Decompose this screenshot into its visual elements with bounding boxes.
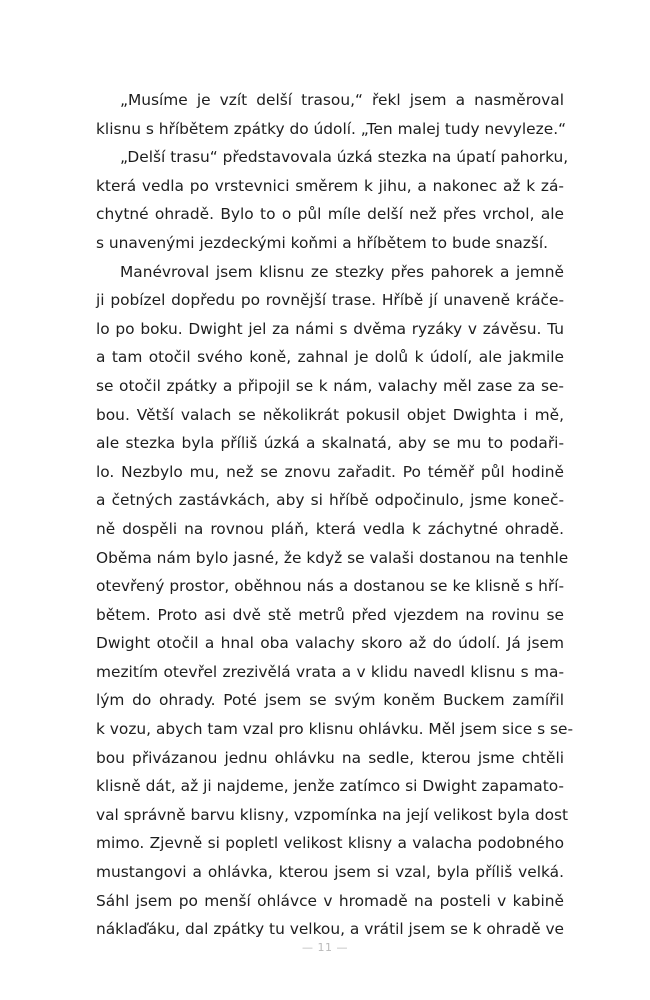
body-text [96,86,574,944]
text-line: bou. Větší valach se několikrát pokusil objet Dwighta i mě, [96,405,564,424]
text-line: klisně dát, až ji najdeme, jenže zatímco si Dwight zapamato- [96,777,564,796]
text-line: bětem. Proto asi dvě stě metrů před vjezdem na rovinu se [96,605,564,624]
text-line: ně dospěli na rovnou pláň, která vedla k záchytné ohradě. [96,519,564,538]
text-line: se otočil zpátky a připojil se k nám, valachy měl zase za se- [96,376,564,395]
paragraph-1 [96,86,567,143]
text-line: „Musíme je vzít delší trasou,“ řekl jsem a nasměroval [120,91,564,109]
text-line: s unavenými jezdeckými koňmi a hříbětem to bude snazší. [96,233,549,252]
text-line: lým do ohrady. Poté jsem se svým koněm Buckem zamířil [96,691,564,710]
paragraph-2 [96,143,569,257]
text-line: a tam otočil svého koně, zahnal je dolů k údolí, ale jakmile [96,348,564,367]
text-line: lo. Nezbylo mu, než se znovu zařadit. Po téměř půl hodině [96,462,564,481]
page-number: — 11 — [302,941,348,954]
text-line: mimo. Zjevně si popletl velikost klisny a valacha podobného [96,834,564,853]
text-line: Dwight otočil a hnal oba valachy skoro až do údolí. Já jsem [96,634,564,653]
text-line: chytné ohradě. Bylo to o půl míle delší než přes vrchol, ale [96,205,564,224]
text-line: „Delší trasu“ představovala úzká stezka na úpatí pahorku, [120,148,569,167]
text-line: lo po boku. Dwight jel za námi s dvěma ryzáky v závěsu. Tu [96,319,564,338]
text-line: Sáhl jsem po menší ohlávce v hromadě na posteli v kabině [96,891,564,910]
text-line: a četných zastávkách, aby si hříbě odpočinulo, jsme koneč- [96,491,564,510]
text-line: náklaďáku, dal zpátky tu velkou, a vrátil jsem se k ohradě ve [96,920,565,939]
text-line: bou přivázanou jednu ohlávku na sedle, kterou jsme chtěli [96,748,564,767]
paragraph-3 [96,258,574,944]
text-line: Manévroval jsem klisnu ze stezky přes pahorek a jemně [120,262,564,281]
text-line: ji pobízel dopředu po rovnější trase. Hříbě jí unaveně kráče- [96,291,564,310]
text-line: která vedla po vrstevnici směrem k jihu, a nakonec až k zá- [96,176,564,195]
text-line: k vozu, abych tam vzal pro klisnu ohlávku. Měl jsem sice s se- [96,720,574,739]
text-line: val správně barvu klisny, vzpomínka na její velikost byla dost [96,805,569,824]
text-line: mustangovi a ohlávka, kterou jsem si vzal, byla příliš velká. [96,863,564,882]
text-line: mezitím otevřel zrezivělá vrata a v klidu navedl klisnu s ma- [96,662,564,681]
text-line: otevřený prostor, oběhnou nás a dostanou se ke klisně s hří- [96,577,564,596]
text-line: Oběma nám bylo jasné, že když se valaši dostanou na tenhle [96,548,569,567]
text-line: ale stezka byla příliš úzká a skalnatá, aby se mu to podaři- [96,434,564,453]
text-line: klisnu s hříbětem zpátky do údolí. „Ten malej tudy nevyleze.“ [96,119,567,138]
